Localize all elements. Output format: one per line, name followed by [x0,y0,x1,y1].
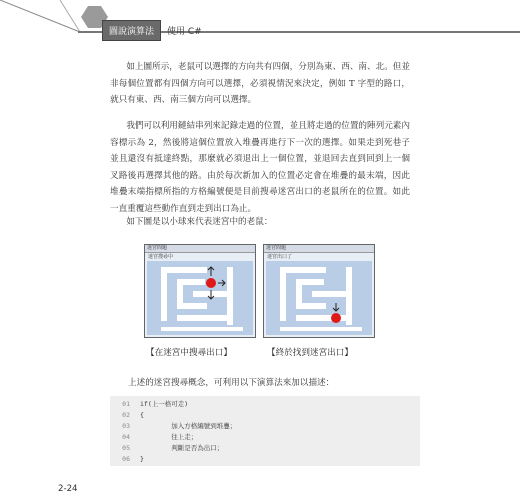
paragraph-2: 我們可以利用鏈結串列來記錄走過的位置，並且將走過的位置的陣列元素內容標示為 2，然後將這個位置放入堆疊再進行下一次的選擇。如果走到死巷子並且還沒有抵達終點，那麼就必須退出上一個位置，並退回去直到回到上一個叉路後再選擇其他的路。由於每次新加入的位置必定會在堆疊的最末端，因此堆疊末端指標所指的方格編號便是目前搜尋迷宮出口的老鼠所在的位置。如此一直重覆這些動作直到走到出口為止。 [110,121,410,214]
maze-screenshot-found [263,244,375,338]
maze-status: 迷宮搜尋中 [148,254,174,260]
line-number: 02 [122,411,130,419]
line-number: 04 [122,433,130,441]
maze-status: 迷宮出口了 [267,254,293,260]
mouse-ball-icon [331,313,341,323]
figure-caption-left: 【在迷宮中搜尋出口】 [146,348,232,358]
maze-grid [266,261,372,335]
section-subtitle: 使用 C# [167,27,202,37]
maze-grid [147,261,253,335]
running-header [102,21,202,40]
code-block [110,396,420,466]
code-line [110,453,144,465]
figure-caption-right: 【終於找到迷宮出口】 [267,348,353,358]
line-number: 05 [122,444,130,452]
code-text: } [140,455,144,463]
line-number: 03 [122,422,130,430]
code-text: 加入方格編號到堆疊； [140,422,237,430]
maze-screenshot-searching [144,244,256,338]
line-number: 01 [122,400,130,408]
code-text: { [140,411,144,419]
paragraph-1: 如上圖所示，老鼠可以選擇的方向共有四個，分別為東、西、南、北。但並非每個位置都有四個方向可以選擇，必須視情況來決定，例如 T 字型的路口，就只有東、西、南三個方向可以選擇。 [110,62,410,105]
mouse-ball-icon [206,278,216,288]
code-text: 往上走； [140,433,198,441]
page-number: 2-24 [58,484,78,494]
section-label: 圖說演算法 [102,20,161,41]
code-text: if(上一格可走) [140,400,189,408]
maze-window-title: 迷宮問題 [145,245,255,253]
paragraph-3: 如下圖是以小球來代表迷宮中的老鼠： [126,217,273,227]
code-text: 判斷是否為出口； [140,444,224,452]
paragraph-4: 上述的迷宮搜尋概念，可利用以下演算法來加以描述： [128,378,335,388]
line-number: 06 [122,455,130,463]
maze-window-title: 迷宮問題 [264,245,374,253]
